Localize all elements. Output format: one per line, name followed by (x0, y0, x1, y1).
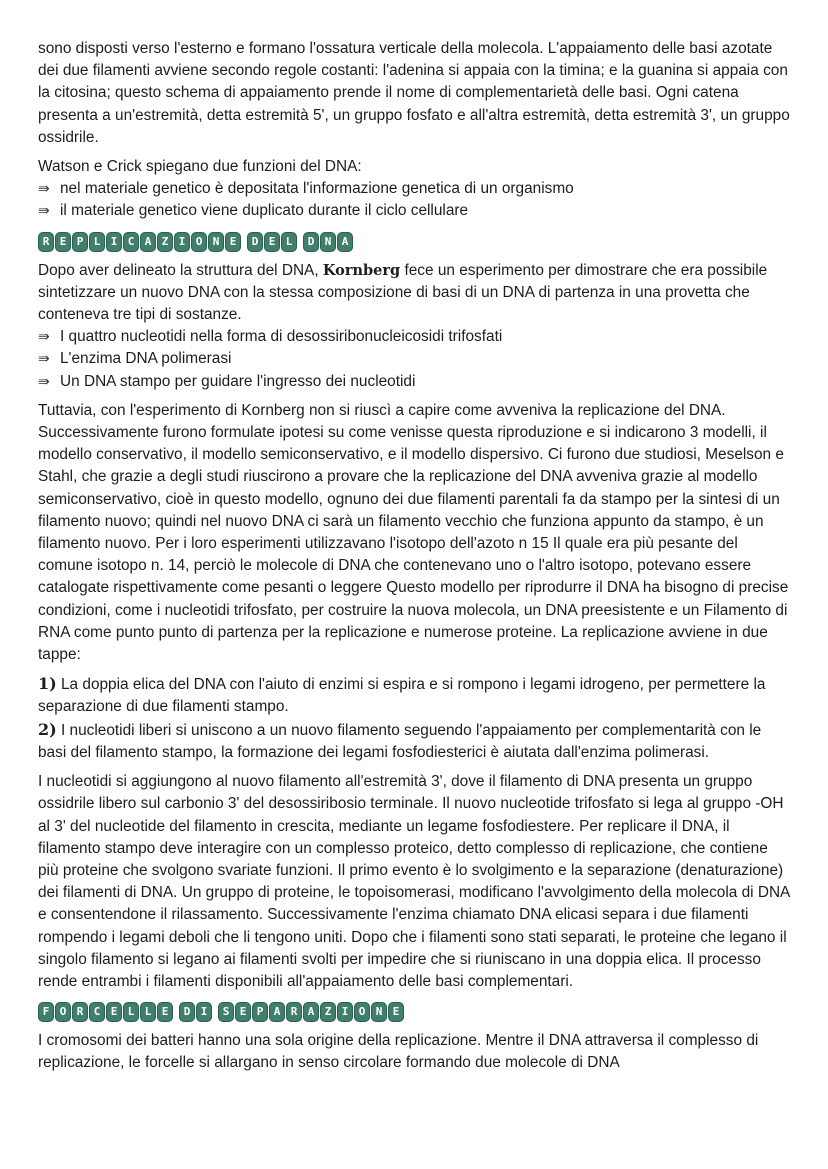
heading-letter-tile: R (72, 1002, 88, 1022)
heading-word (247, 232, 297, 252)
heading-letter-tile: E (55, 232, 71, 252)
heading-letter-tile: N (208, 232, 224, 252)
heading-letter-tile: N (320, 232, 336, 252)
heading-letter-tile: C (123, 232, 139, 252)
heading-letter-tile: O (354, 1002, 370, 1022)
section-heading-replicazione (38, 232, 790, 252)
double-arrow-icon: ⇛ (38, 329, 50, 346)
heading-letter-tile: I (106, 232, 122, 252)
forcelle-paragraph: I cromosomi dei batteri hanno una sola origine della replicazione. Mentre il DNA attraversa il complesso di replicazione, le forcelle si allargano in senso circolare formando due molecole di DNA (38, 1032, 759, 1072)
meselson-paragraph: Tuttavia, con l'esperimento di Kornberg non si riuscì a capire come avveniva la replicazione del DNA. Successivamente furono formulate ipotesi su come venisse questa riproduzione e si indicarono 3 modelli, il modello conservativo, il modello semiconservativo, e il modello dispersivo. Ci furono due studiosi, Meselson e Stahl, che grazie a degli studi riuscirono a provare che la replicazione del DNA avveniva grazie al modello semiconservativo, cioè in questo modello, ognuno dei due filamenti parentali fa da stampo per la sintesi di un filamento nuovo; quindi nel nuovo DNA ci sarà un filamento vecchio che funziona appunto da stampo, è un filamento nuovo. Per i loro esperimenti utilizzavano l'isotopo dell'azoto n 15 Il quale era più pesante del comune isotopo n. 14, perciò le molecole di DNA che contenevano uno o l'altro isotopo, potevano essere catalogate rispettivamente come pesanti o leggere Questo modello per riprodurre il DNA ha bisogno di precise condizioni, come i nucleotidi trifosfato, per costruire la nuova molecola, un DNA preesistente e un Filamento di RNA come punto punto di partenza per la replicazione e numerose proteine. La replicazione avviene in due tappe: (38, 401, 789, 664)
heading-letter-tile: D (303, 232, 319, 252)
heading-letter-tile: R (38, 232, 54, 252)
heading-letter-tile: R (286, 1002, 302, 1022)
kornberg-paragraph: Dopo aver delineato la struttura del DNA, Kornberg fece un esperimento per dimostrare che era possibile sintetizzare un nuovo DNA con la stessa composizione di basi di un DNA di partenza in una provetta che conteneva tre tipi di sostanze. (38, 261, 768, 324)
document-page (38, 38, 790, 1075)
list-item: ⇛ I quattro nucleotidi nella forma di desossiribonucleicosidi trifosfati (38, 326, 790, 348)
heading-letter-tile: S (218, 1002, 234, 1022)
heading-letter-tile: L (123, 1002, 139, 1022)
functions-list (38, 178, 790, 222)
heading-letter-tile: O (191, 232, 207, 252)
heading-letter-tile: Z (320, 1002, 336, 1022)
nucleotidi-paragraph: I nucleotidi si aggiungono al nuovo filamento all'estremità 3', dove il filamento di DNA presenta un gruppo ossidrile libero sul carbonio 3' del desossiribosio terminale. Il nuovo nucleotide trifosfato si lega al gruppo -OH al 3' del nucleotide del filamento in crescita, mediante un legame fosfodiestere. Per replicare il DNA, il filamento stampo deve interagire con un complesso proteico, detto complesso di replicazione, che contiene più proteine che svolgono svariate funzioni. Il primo evento è lo svolgimento e la separazione (denaturazione) dei filamenti di DNA. Un gruppo di proteine, le topoisomerasi, modificano l'avvolgimento della molecola di DNA e consentendone il rilassamento. Successivamente l'enzima chiamato DNA elicasi separa i due filamenti rompendo i legami deboli che li tengono uniti. Dopo che i filamenti sono stati separati, le proteine che legano il singolo filamento si legano ai filamenti svolti per impedire che si riuniscano in una doppia elica. Il processo rende entrambi i filamenti disponibili all'appaiamento delle basi complementari. (38, 773, 790, 990)
heading-word (38, 232, 241, 252)
substances-list (38, 326, 790, 393)
heading-word (179, 1002, 212, 1022)
heading-letter-tile: E (235, 1002, 251, 1022)
step-2: 2) I nucleotidi liberi si uniscono a un nuovo filamento seguendo l'appaiamento per complementarità con le basi del filamento stampo, la formazione dei legami fosfodiesterici è aiutata dall'enzima polimerasi. (38, 719, 762, 761)
heading-letter-tile: E (225, 232, 241, 252)
list-item: ⇛ Un DNA stampo per guidare l'ingresso dei nucleotidi (38, 371, 790, 393)
watson-crick-intro: Watson e Crick spiegano due funzioni del DNA: (38, 158, 362, 176)
list-item: ⇛ nel materiale genetico è depositata l'informazione genetica di un organismo (38, 178, 790, 200)
heading-letter-tile: I (337, 1002, 353, 1022)
double-arrow-icon: ⇛ (38, 203, 50, 220)
heading-letter-tile: E (106, 1002, 122, 1022)
heading-letter-tile: F (38, 1002, 54, 1022)
heading-letter-tile: A (337, 232, 353, 252)
heading-letter-tile: P (72, 232, 88, 252)
double-arrow-icon: ⇛ (38, 181, 50, 198)
heading-letter-tile: E (388, 1002, 404, 1022)
heading-letter-tile: A (140, 232, 156, 252)
kornberg-name: Kornberg (322, 261, 401, 279)
section-heading-forcelle (38, 1002, 790, 1022)
heading-letter-tile: L (281, 232, 297, 252)
heading-letter-tile: L (89, 232, 105, 252)
heading-letter-tile: D (179, 1002, 195, 1022)
step-number: 2) (38, 719, 57, 739)
heading-letter-tile: P (252, 1002, 268, 1022)
heading-word (218, 1002, 404, 1022)
heading-letter-tile: E (157, 1002, 173, 1022)
heading-letter-tile: I (196, 1002, 212, 1022)
heading-letter-tile: L (140, 1002, 156, 1022)
intro-paragraph: sono disposti verso l'esterno e formano l'ossatura verticale della molecola. L'appaiamento delle basi azotate dei due filamenti avviene secondo regole costanti: l'adenina si appaia con la timina; e la guanina si appaia con la citosina; questo schema di appaiamento prende il nome di complementarietà delle basi. Ogni catena presenta a un'estremità, detta estremità 5', un gruppo fosfato e all'altra estremità, detta estremità 3', un gruppo ossidrile. (38, 40, 790, 146)
heading-letter-tile: I (174, 232, 190, 252)
heading-letter-tile: A (303, 1002, 319, 1022)
heading-letter-tile: Z (157, 232, 173, 252)
step-1: 1) La doppia elica del DNA con l'aiuto di enzimi si espira e si rompono i legami idrogeno, per permettere la separazione di due filamenti stampo. (38, 674, 766, 716)
heading-letter-tile: O (55, 1002, 71, 1022)
heading-word (38, 1002, 173, 1022)
heading-letter-tile: N (371, 1002, 387, 1022)
step-number: 1) (38, 674, 57, 694)
list-item: ⇛ L'enzima DNA polimerasi (38, 348, 790, 370)
heading-letter-tile: A (269, 1002, 285, 1022)
double-arrow-icon: ⇛ (38, 373, 50, 390)
heading-letter-tile: E (264, 232, 280, 252)
list-item: ⇛ il materiale genetico viene duplicato durante il ciclo cellulare (38, 200, 790, 222)
double-arrow-icon: ⇛ (38, 351, 50, 368)
heading-word (303, 232, 353, 252)
heading-letter-tile: D (247, 232, 263, 252)
heading-letter-tile: C (89, 1002, 105, 1022)
